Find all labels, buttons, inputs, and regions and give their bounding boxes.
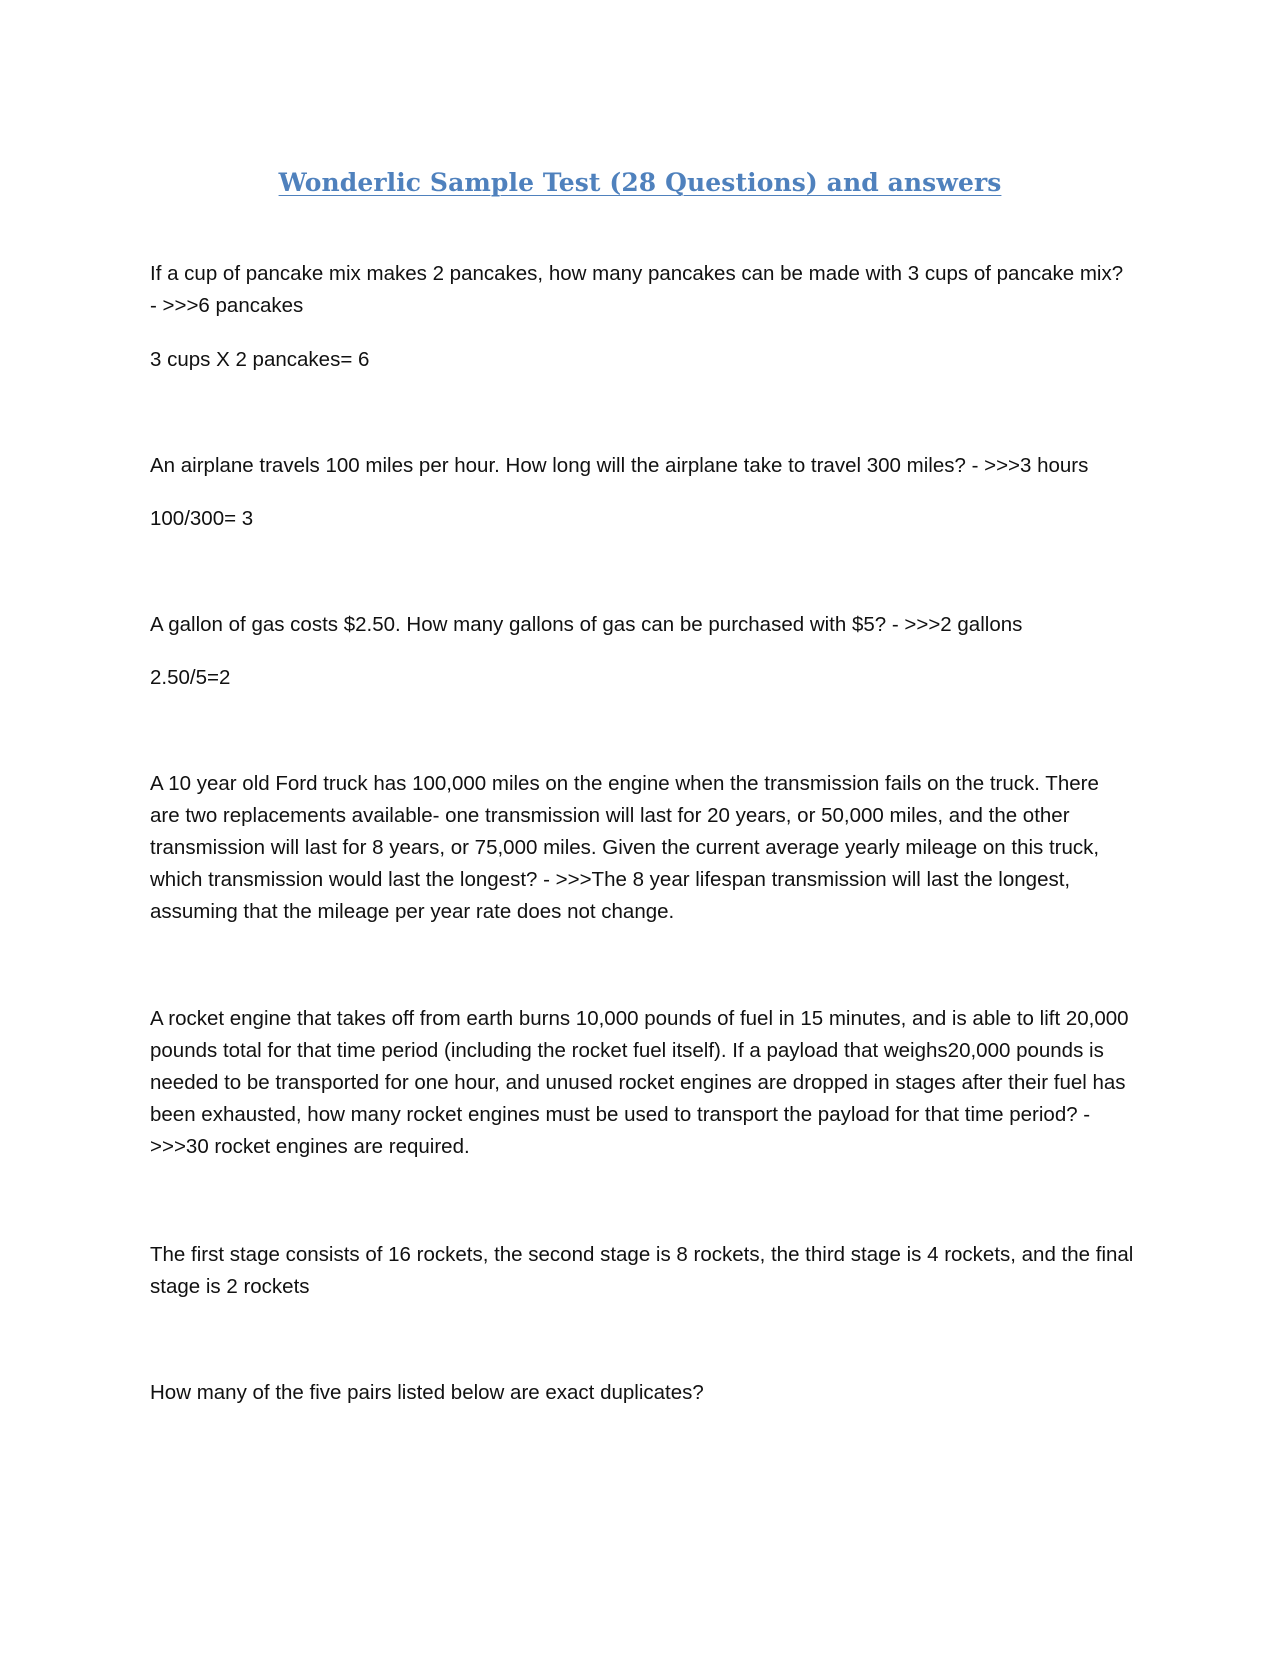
- answer-work-airplane: 100/300= 3: [150, 507, 254, 530]
- answer-work-pancakes: 3 cups X 2 pancakes= 6: [150, 348, 370, 371]
- rocket-stages-explanation: The first stage consists of 16 rockets, the second stage is 8 rockets, the third stage is 4 rockets, and the final stage is 2 rockets: [150, 1243, 1134, 1298]
- question-pancakes: If a cup of pancake mix makes 2 pancakes, how many pancakes can be made with 3 cups of pancake mix? - >>>6 pancakes: [150, 262, 1124, 317]
- document-title: Wonderlic Sample Test (28 Questions) and answers: [278, 168, 1002, 197]
- question-airplane: An airplane travels 100 miles per hour. How long will the airplane take to travel 300 miles? - >>>3 hours: [150, 454, 1089, 477]
- question-gas: A gallon of gas costs $2.50. How many gallons of gas can be purchased with $5? - >>>2 gallons: [150, 613, 1023, 636]
- question-rocket-engines: A rocket engine that takes off from earth burns 10,000 pounds of fuel in 15 minutes, and is able to lift 20,000 pounds total for that time period (including the rocket fuel itself). If a payload that weighs20,000 pounds is needed to be transported for one hour, and unused rocket engines are dropped in stages after their fuel has been exhausted, how many rocket engines must be used to transport the payload for that time period? - >>>30 rocket engines are required.: [150, 1007, 1129, 1158]
- question-duplicate-pairs: How many of the five pairs listed below are exact duplicates?: [150, 1381, 704, 1404]
- answer-work-gas: 2.50/5=2: [150, 666, 231, 689]
- question-truck-transmission: A 10 year old Ford truck has 100,000 miles on the engine when the transmission fails on the truck. There are two replacements available- one transmission will last for 20 years, or 50,000 miles, and the other transmission will last for 8 years, or 75,000 miles. Given the current average yearly mileage on this truck, which transmission would last the longest? - >>>The 8 year lifespan transmission will last the longest, assuming that the mileage per year rate does not change.: [150, 772, 1100, 923]
